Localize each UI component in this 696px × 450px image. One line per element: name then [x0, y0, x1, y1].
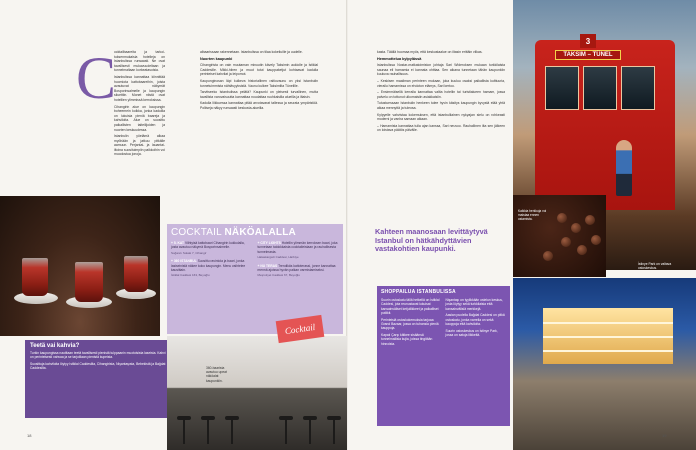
paragraph: – Ensimmäisellä kerralla kannattaa valita hotellin tai turistialueen hamam, jossa palvelu on tottunut ulkomaisiin asiakkaisiin. [377, 90, 505, 99]
page-number-right: 19 [662, 433, 667, 438]
bar-description: Hotellin ylimmän kerroksen baari, joka tunnetaan taidokkaista cocktaileistaan ja rauhallisesta tunnelmasta. [257, 241, 338, 254]
bar-photo [167, 336, 347, 450]
bar-address: Halaskargazi Caddesi, Harbiye [257, 255, 299, 260]
bar-name: + NU TERAS [257, 263, 278, 268]
paragraph: Aasian puolella Bağdat Caddesi on pitkä ostoskatu, jonka varrella on sekä kauppoja että kahviloita. [445, 313, 505, 326]
chocolate [591, 235, 601, 245]
cocktail-column-2 [258, 241, 340, 282]
bar-name: + 360 ISTANBUL [171, 259, 197, 264]
bar-address: Meşrutiyet Caddesi 67, Beyoğlu [257, 273, 300, 278]
paragraph: Kylpyelle vahvistaa kokemuksen, että istanbulilainen nykyajan sielu on rohkeasti moderni ja vanha samaan aikaan. [377, 112, 505, 122]
tea-coffee-box [25, 340, 175, 418]
paragraph: Kadulla liikkuessa kannattaa pitää arvotavarat tallessa ja seurata ympäristöä. Poliiseja näkyy runsaasti keskusta-alueilla. [200, 101, 318, 110]
tram-sign: TAKSIM – TÜNEL [555, 50, 621, 60]
subheading: Hemmottelua kylpylässä [377, 56, 422, 61]
article-column-2 [200, 50, 318, 220]
bar-stool [279, 416, 293, 444]
bar-stool [303, 416, 317, 444]
mall-photo [513, 278, 696, 450]
cocktail-title-bold: NÄKÖALALLA [224, 227, 296, 238]
bar-address: Soğancı Sokak 7, Cihangir [171, 250, 207, 255]
tram-window [583, 66, 617, 110]
tram-passenger [616, 140, 632, 196]
tea-glasses-photo [0, 196, 160, 336]
paragraph: Suurin ostoskatu tällä hetkellä on İstiklal Caddesi, jota reunustavat lukuisat kansainväliset ketjuliikkeet ja paikalliset putiikit. [381, 298, 440, 315]
chocolate [561, 237, 571, 247]
paragraph: Perinteisiä ostoskokemuksia tarjoaa Grand Bazaar, jossa on tuhansia pieniä kauppoja. [381, 317, 439, 331]
chocolate [571, 223, 581, 233]
paragraph: Nişantaşı on tyylikkään ostelun keskus, josta löytyy sekä turkkilaisia että kansainvälisiä merkkejä. [445, 298, 503, 311]
paragraph: Cihangirin alue on kaupungin boheemein kolkka, jonka kaduilla on lukuisia pieniä baareja ja kahviloita. Alue on suosittu paikallisten taiteilijoiden ja nuorten keskuudessa. [114, 104, 165, 132]
pull-quote: Kahteen maanosaan levittäytyvä Istanbul on hätkähdyttävien vastakohtien kaupunki. [375, 227, 488, 254]
bar-photo-caption: 360-baarista avautuu upeat näköalat kaupunkiin. [206, 366, 227, 383]
tea-glass [22, 258, 48, 296]
bar-address: İstiklal Caddesi 163, Beyoğlu [171, 273, 210, 278]
paragraph: Cihangirista on vain muutaman minuutin kävely Taksimin aukiolle ja İstiklal Caddesille. Mikki-hiiren ja muut tutut kauppaketjut kohtaavat kadulla perinteiset kahvilat ja leipomot. [200, 63, 318, 77]
chocolate-photo [513, 195, 606, 277]
drop-cap: C [76, 45, 117, 111]
bar-description: Suosittu ravintola ja baari, jonka lasiseinistä näkee koko kaupungin. Menu vaihtelee kausittain. [171, 259, 246, 273]
paragraph: ocktailbaareita ja tarkoituksenmukaisia hotelleja on Istanbulissa runsaasti. Ne ovat tavallisesti mukavuudeltaan ja tunnelmaltaan korkeatasoisia. [114, 50, 165, 73]
shopping-column-1 [381, 298, 442, 348]
tea-glass [75, 262, 103, 302]
shopping-title: SHOPPAILUA ISTANBULISSA [381, 289, 456, 295]
bar-listing [258, 241, 340, 260]
paragraph: – Hamamista kannattaa tulla ajan kanssa, Sari neuvoo. Rauhallinen ilta sen jälkeen on loistava päätös päivälle. [377, 123, 505, 133]
bar-stool [225, 416, 239, 444]
tram-window [545, 66, 579, 110]
box-paragraph: Suosittuja kahviloita löytyy Istiklal Caddesilta, Cihangirista, Nişantaşısta, Bebekistä ja Bağdat Caddesilta. [30, 361, 166, 371]
paragraph: Suurin ostoskeskus on İstinye Park, jossa on satoja liikkeitä. [445, 328, 498, 338]
paragraph: Istanbulissa Nostar-matkatoimiston johtaja Sari Wideroksen mukaan turkkilaista saunaa eli hamamia ei kannata ohittaa. Sen aikana tunnetaan tähän kaupunkiin kuuluva rauhallisuus. [377, 63, 505, 77]
cocktail-column-1 [171, 241, 253, 282]
mall-building [543, 308, 673, 364]
paragraph: albaarissaan rakennetaan. Istanbulissa on tilaa kokeiluille ja uudelle. [200, 50, 303, 54]
cocktail-title [171, 227, 339, 238]
bar-listing [258, 264, 340, 278]
box-paragraph: Turkin kaupungissa nautitaan teetä tavallisesti pienistä tulppaanin muotoisista laseista. Kahvi on perinteisesti vahvaa ja se tarjoillaan pienistä kupeista. [30, 351, 166, 360]
bar-name: + CITY LIGHTS [257, 241, 281, 245]
box-title: Teetä vai kahvia? [30, 343, 80, 349]
tram-window [621, 66, 655, 110]
bar-name: + 5. KAT [171, 241, 185, 245]
shopping-column-2 [446, 298, 507, 348]
paragraph: Istanbulissa kannattaa kiinnittää huomiota kattobaareihin, joista avautuvat näkymät Bosporinsalmelle ja kaupungin siluettiin. Monet niistä ovat hotellien ylimmissä kerroksissa. [114, 74, 165, 102]
article-column-3 [377, 50, 505, 225]
paragraph: Istanbulin yöelämä alkaa myöhään ja jatkuu pitkälle aamuun. Perjantai- ja lauantai-iltoina suosituimpiin paikkoihin voi muodostua jonoja. [114, 134, 165, 157]
bar-listing [171, 241, 253, 255]
mall-caption: İstinye Park on valtava ostoskeskus. [638, 262, 672, 270]
paragraph: kasta. Tääliä huomaa myös, että keskustaalue on iltasin erittäin vilkas. [377, 50, 483, 54]
cocktail-title-light: COCKTAIL [171, 227, 222, 238]
page-number-left: 18 [27, 433, 32, 438]
bar-description: Viihtyisä kattobaari Cihangirin kukkulalla, josta avautuu näkymä Bosporinsalmelle. [171, 241, 245, 250]
chocolate-caption: Kaikkia herkkuja voi maistaa ennen ostamista. [518, 209, 547, 221]
subheading: Nuorten kaupunki [200, 56, 233, 61]
bar-stool [327, 416, 341, 444]
paragraph: Kaupunginosan läpi kulkeva historiallinen raitiovaunu on yksi Istanbulin tunnetuimmista nähtävyyksistä. Vaunu kulkee Taksimilta Tünelille. [200, 78, 318, 88]
chocolate [543, 251, 553, 261]
chocolate [577, 245, 587, 255]
paragraph: – Keskisen maailman perinteen mukaan, joka kuuluu osaksi paikallista kulttuuria, vierailu hamamissa on ehdoton elämys, Sari kertoo. [377, 78, 505, 88]
bar-stool [177, 416, 191, 444]
paragraph: Tarvitseeko Istanbulissa pelätä? Kaupunki on yleisesti turvallinen, mutta tavallista varovaisuutta kannattaa noudattaa ruuhkaisilla alueilla ja iltaisin. [200, 90, 318, 99]
paragraph: Tutustuessaan Istanbulin henkeen tulee hyvin käsitys kaupungin kyvystä elää yhtä aikaa mennyttä ja tulevaa. [377, 101, 505, 110]
cocktail-sign: Cocktail [276, 315, 325, 343]
bar-stool [201, 416, 215, 444]
paragraph: Kapalı Çarşı kätkee sisäänsä tunnelmallisia kujia, joissa tingitään hinnoista. [381, 333, 433, 346]
bar-listing [171, 259, 253, 278]
tea-glass [124, 256, 148, 292]
chocolate [585, 215, 595, 225]
tram-number: 3 [580, 34, 596, 48]
shopping-box [377, 286, 510, 426]
chocolate [557, 213, 567, 223]
bar-description: Trendikäs kattoterassi, jonne kannattaa mennä ajoissa hyvän paikan varmistamiseksi. [257, 263, 336, 273]
